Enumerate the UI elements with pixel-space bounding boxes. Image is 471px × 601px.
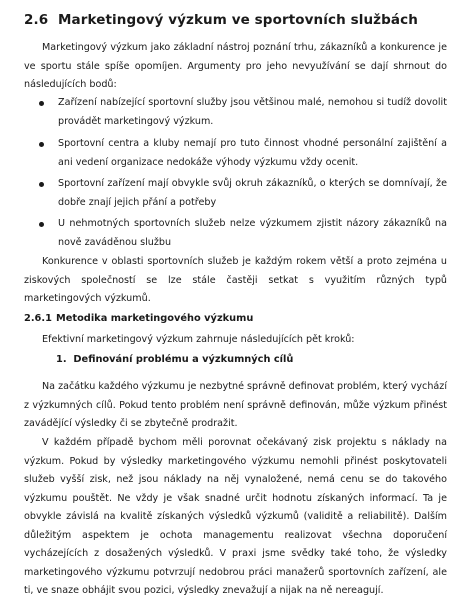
bullet-dot: [39, 101, 44, 106]
bullet-line: dobře znají jejich přání a potřeby: [58, 196, 217, 208]
subsection-number: 2.6.1: [24, 313, 52, 324]
intro-line: ve sportu stále spíše opomíjen. Argumenty pro jeho nevyužívání se dají shrnout do: [24, 60, 447, 72]
paragraph-line: důležitým aspektem je ochota managementu realizovat všechna doporučení vycházejících: [24, 529, 447, 559]
intro-paragraph: [24, 39, 447, 95]
bullet-line: vedení organizace nedokáže výhody výzkumu vždy ocenit.: [75, 156, 359, 168]
intro-line: Marketingový výzkum jako základní nástroj poznání trhu, zákazníků a konkurence je: [42, 42, 447, 53]
conclusion-line: výzkumů.: [104, 293, 151, 304]
bullet-line: nově zaváděnou službu: [58, 236, 172, 248]
bullet-dot: [39, 222, 44, 227]
step-title: Definování problému a výzkumných cílů: [73, 354, 294, 365]
paragraph-line: svou pozici, výsledky znevažují a nijak na ně nereagují.: [118, 585, 384, 596]
bullet-item: [58, 215, 447, 252]
paragraph-line: zavádějící výsledky či se zbytečně prodražit.: [24, 418, 238, 429]
paragraph-line: výzkum. Pokud by výsledky marketingového výzkumu nemohli přinést poskytovateli: [24, 455, 447, 467]
subsection-heading: [24, 313, 253, 324]
subsection-intro: [24, 331, 447, 350]
section-number: 2.6: [24, 12, 49, 28]
paragraph-line: výzkumu potvrzují nedobrou práci manažerů sportovních zařízení, ale ti, ve snaze obhájit: [24, 566, 447, 596]
step-heading: [56, 354, 293, 365]
bullet-line: Sportovní centra a kluby nemají pro tuto činnost vhodné personální zajištění a ani: [58, 138, 447, 168]
subsection-title: Metodika marketingového výzkumu: [56, 313, 254, 324]
paragraph-line: Na začátku každého výzkumu je nezbytné správně definovat problém, který vychází: [42, 381, 447, 392]
section-heading: [24, 12, 418, 28]
bullet-item: [58, 94, 447, 131]
bullet-item: [58, 135, 447, 172]
step-paragraph-1: [24, 378, 447, 434]
paragraph-line: V každém případě bychom měli porovnat očekávaný zisk projektu s náklady na: [42, 437, 447, 448]
subsection-intro-text: Efektivní marketingový výzkum zahrnuje následujících pět kroků:: [42, 334, 355, 345]
section-title: Marketingový výzkum ve sportovních službách: [58, 12, 418, 28]
bullet-dot: [39, 182, 44, 187]
bullet-line: provádět marketingový výzkum.: [58, 115, 214, 127]
bullet-line: Zařízení nabízející sportovní služby jsou většinou malé, nemohou si tudíž dovolit: [58, 97, 447, 108]
paragraph-line: z výzkumných cílů. Pokud tento problém není správně definován, může výzkum přinést: [24, 399, 447, 411]
bullet-line: U nehmotných sportovních služeb nelze výzkumem zjistit názory zákazníků na: [58, 218, 447, 229]
intro-line: následujících bodů:: [24, 79, 117, 90]
paragraph-line: služeb vyšší zisk, než jsou náklady na něj vynaložené, nemá cenu se do takového: [24, 474, 447, 485]
step-number: 1.: [56, 354, 67, 365]
bullet-item: [58, 175, 447, 212]
step-paragraph-2: [24, 434, 447, 601]
conclusion-line: ziskových společností se lze stále častěji setkat s využitím různých typů marketingových: [24, 274, 447, 304]
paragraph-line: z dosažených výsledků. V praxi jsme svědky také toho, že výsledky marketingového: [24, 548, 447, 578]
paragraph-line: obvykle závislá na kvalitě získaných výsledků výzkumů (validitě a reliabilitě). Dalším: [24, 511, 447, 522]
paragraph-line: výzkumu pouštět. Ne vždy je však snadné určit hodnotu získaných informací. Ta je: [24, 492, 447, 504]
conclusion-paragraph: [24, 253, 447, 309]
conclusion-line: Konkurence v oblasti sportovních služeb je každým rokem větší a proto zejména u: [42, 256, 447, 267]
bullet-line: Sportovní zařízení mají obvykle svůj okruh zákazníků, o kterých se domnívají, že: [58, 178, 447, 189]
bullet-dot: [39, 142, 44, 147]
